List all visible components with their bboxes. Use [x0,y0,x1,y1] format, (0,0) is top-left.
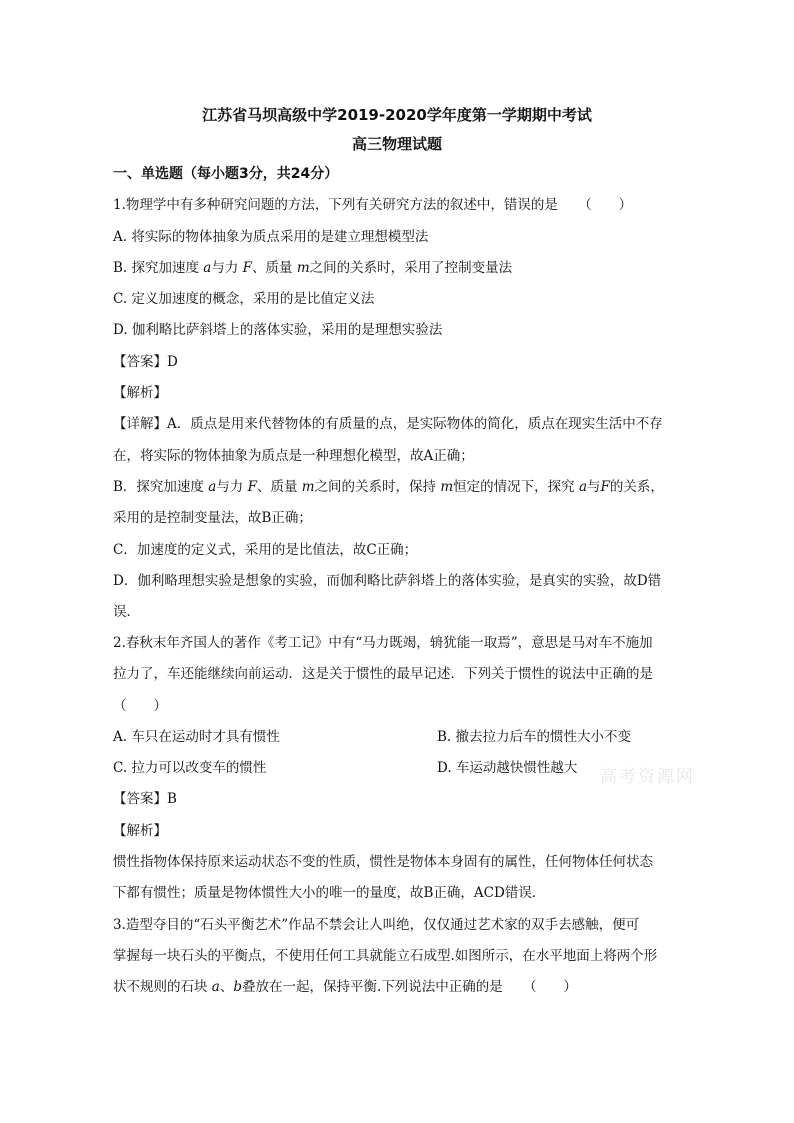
watermark: 高考资源网 [600,767,695,787]
question-2-option-a: A. 车只在运动时才具有惯性 [113,729,280,745]
question-1-option-d: D. 伽利略比萨斜塔上的落体实验，采用的是理想实验法 [113,322,443,338]
question-2-stem-line-3: （ ） [113,698,167,714]
question-2-option-b: B. 撤去拉力后车的惯性大小不变 [437,729,632,745]
question-2-option-c: C. 拉力可以改变车的惯性 [113,760,267,776]
question-1-detail-line-1: 【详解】A．质点是用来代替物体的有质量的点，是实际物体的简化，质点在现实生活中不存 [113,416,663,432]
question-2-analysis-line-2: 下都有惯性；质量是物体惯性大小的唯一的量度，故B正确，ACD错误． [113,885,546,901]
exam-subtitle: 高三物理试题 [351,135,442,153]
question-2-option-d: D. 车运动越快惯性越大 [437,760,578,776]
question-3-stem-line-1: 3.造型夺目的“石头平衡艺术”作品不禁会让人叫绝，仅仅通过艺术家的双手去感触，便可 [113,917,640,933]
question-2-analysis-line-1: 惯性指物体保持原来运动状态不变的性质，惯性是物体本身固有的属性，任何物体任何状态 [113,854,653,870]
question-1-stem: 1.物理学中有多种研究问题的方法，下列有关研究方法的叙述中，错误的是 （ ） [113,197,633,213]
question-1-answer: 【答案】D [113,354,178,370]
exam-title: 江苏省马坝高级中学2019-2020学年度第一学期期中考试 [202,106,592,124]
question-1-analysis-label: 【解析】 [113,385,167,401]
question-3-stem-line-3: 状不规则的石块 a、b叠放在一起，保持平衡.下列说法中正确的是 （ ） [113,979,578,995]
section-heading-single-choice: 一、单选题（每小题3分，共24分） [113,166,339,182]
question-1-detail-line-2: 在，将实际的物体抽象为质点是一种理想化模型，故A正确； [113,448,474,464]
question-3-stem-line-2: 掌握每一块石头的平衡点，不使用任何工具就能立石成型.如图所示，在水平地面上将两个形 [113,948,658,964]
question-1-detail-line-7: 误． [113,604,140,620]
question-2-analysis-label: 【解析】 [113,823,167,839]
question-2-stem-line-2: 拉力了，车还能继续向前运动．这是关于惯性的最早记述．下列关于惯性的说法中正确的是 [113,666,653,682]
question-1-option-a: A. 将实际的物体抽象为质点采用的是建立理想模型法 [113,229,429,245]
question-1-option-c: C. 定义加速度的概念，采用的是比值定义法 [113,291,375,307]
question-2-answer: 【答案】B [113,791,177,807]
question-1-detail-line-4: 采用的是控制变量法，故B正确； [113,510,312,526]
question-1-detail-b: B．探究加速度 a与力 F、质量 m之间的关系时，保持 m恒定的情况下，探究 a与F的关系， [113,479,664,495]
question-1-detail-line-5: C．加速度的定义式，采用的是比值法，故C正确； [113,542,418,558]
question-2-stem-line-1: 2.春秋末年齐国人的著作《考工记》中有“马力既竭，辀犹能一取焉”，意思是马对车不施加 [113,635,653,651]
question-1-option-b: B. 探究加速度 a与力 F、质量 m之间的关系时，采用了控制变量法 [113,260,513,276]
question-1-detail-line-6: D．伽利略理想实验是想象的实验，而伽利略比萨斜塔上的落体实验，是真实的实验，故D错 [113,573,662,589]
